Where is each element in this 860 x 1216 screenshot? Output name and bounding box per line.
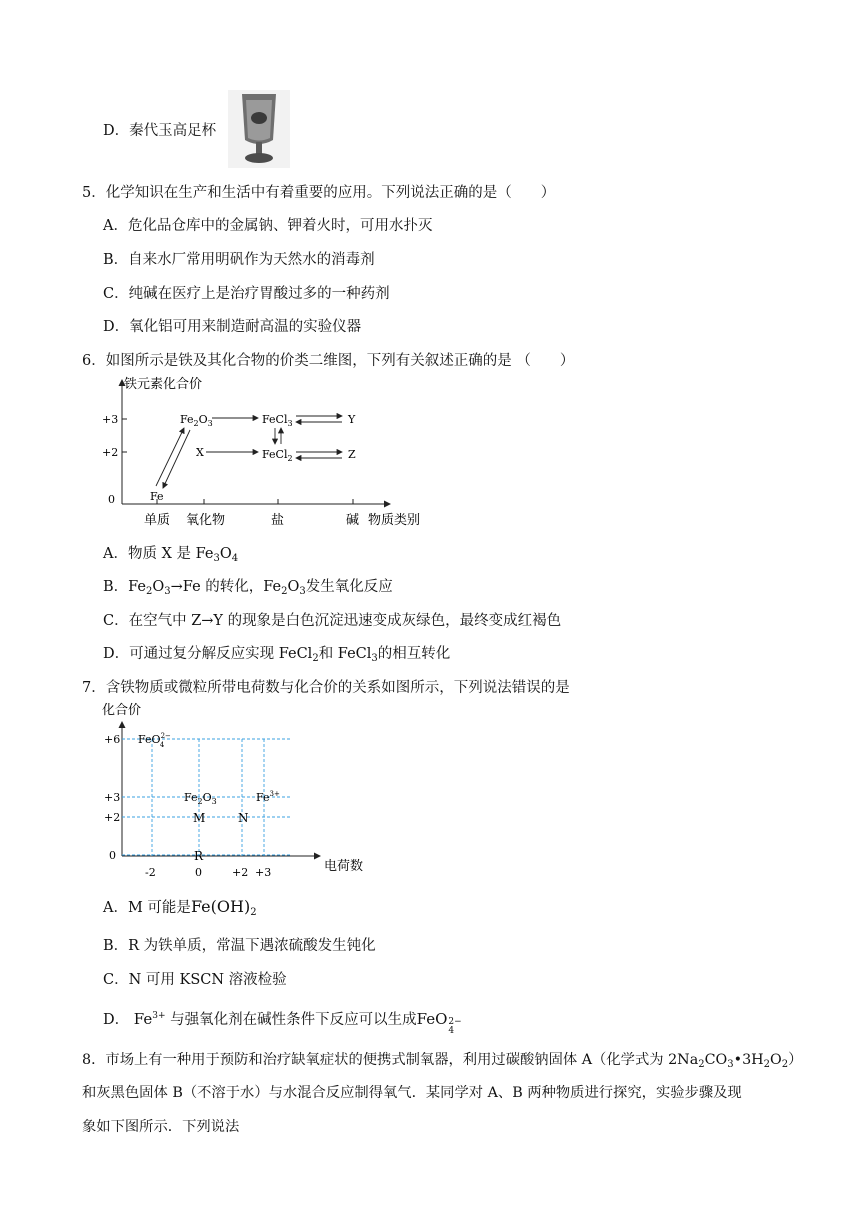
q7-charge-valence-diagram (100, 698, 370, 882)
q5-option-b: B．自来水厂常用明矾作为天然水的消毒剂 (103, 252, 375, 268)
q7-option-a: A．M 可能是$Fe(OH)_2$ (103, 897, 257, 918)
q6-stem: 6．如图所示是铁及其化合物的价类二维图，下列有关叙述正确的是 （ ） (82, 353, 575, 369)
q5-option-a: A．危化品仓库中的金属钠、钾着火时，可用水扑灭 (103, 218, 433, 234)
q7-r-label: R (194, 849, 204, 863)
q7-feo4-label: FeO$^{2-}$ 4 (138, 732, 171, 749)
q7-x-tick: +2 (232, 866, 249, 879)
q6-x-tick: 单质 (144, 513, 171, 528)
jade-cup-icon (228, 90, 290, 168)
jade-cup-image (228, 90, 290, 168)
q6-fecl3-label: FeCl$_3$ (262, 413, 293, 428)
q6-option-d: D．可通过复分解反应实现 FeCl$_2$和 FeCl$_3$的相互转化 (103, 646, 451, 664)
q4-option-d: D．秦代玉高足杯 (103, 123, 217, 139)
q5-stem: 5．化学知识在生产和生活中有着重要的应用。下列说法正确的是（ ） (82, 185, 556, 201)
q5-option-c: C．纯碱在医疗上是治疗胃酸过多的一种药剂 (103, 286, 390, 302)
q7-fe3-label: $Fe^{3+}$ (256, 790, 280, 804)
q6-fecl2-label: FeCl$_2$ (262, 448, 293, 463)
q6-x-tick: 氧化物 (186, 513, 226, 528)
q7-x-tick: -2 (145, 866, 156, 879)
q6-fe-label: Fe (150, 490, 164, 503)
q7-y-tick: +6 (104, 733, 121, 746)
q7-y-title: 化合价 (102, 703, 142, 718)
q7-fe2o3-label: $Fe_2O_3$ (184, 791, 217, 806)
q6-option-b: B．$Fe_2O_3\to Fe$ 的转化，$Fe_2O_3$发生氧化反应 (103, 579, 393, 597)
q7-y-tick: 0 (109, 849, 116, 862)
q8-line-1: 8．市场上有一种用于预防和治疗缺氧症状的便携式制氧器，利用过碳酸钠固体 A（化学式为 $2Na_2CO_3•3H_2O_2$） (82, 1052, 803, 1070)
q7-x-title: 电荷数 (324, 859, 364, 874)
q6-y-title: 铁元素化合价 (124, 377, 203, 392)
q6-x-tick: 盐 (271, 513, 285, 528)
q7-option-b: B．R 为铁单质，常温下遇浓硫酸发生钝化 (103, 938, 376, 954)
q7-y-tick: +2 (104, 811, 121, 824)
q7-stem: 7．含铁物质或微粒所带电荷数与化合价的关系如图所示，下列说法错误的是 (82, 680, 570, 696)
q6-valence-class-diagram (100, 372, 440, 532)
q7-n-label: N (238, 811, 249, 825)
q7-y-tick: +3 (104, 791, 121, 804)
q6-x-label: X (196, 446, 204, 459)
q6-option-a: A．物质 X 是 $Fe_3O_4$ (103, 546, 239, 564)
q6-x-title: 物质类别 (368, 513, 421, 528)
q6-x-tick: 碱 (346, 513, 360, 528)
q7-option-d: D． $Fe^{3+}$ 与强氧化剂在碱性条件下反应可以生成FeO 2− 4 (103, 1010, 462, 1036)
q6-y-species: Y (348, 413, 356, 426)
q7-m-label: M (193, 811, 206, 825)
q6-y-tick: +3 (102, 413, 119, 426)
q7-x-tick: 0 (195, 866, 202, 879)
q8-line-2: 和灰黑色固体 B（不溶于水）与水混合反应制得氧气．某同学对 A、B 两种物质进行探究，实验步骤及现 (82, 1085, 742, 1101)
q6-fe2o3-label: $Fe_2O_3$ (180, 413, 213, 428)
q7-x-tick: +3 (255, 866, 272, 879)
q7-option-c: C．N 可用 KSCN 溶液检验 (103, 972, 287, 988)
q6-y-tick: 0 (108, 493, 115, 506)
q6-y-tick: +2 (102, 446, 119, 459)
q8-line-3: 象如下图所示．下列说法 (82, 1119, 240, 1135)
q5-option-d: D．氧化铝可用来制造耐高温的实验仪器 (103, 319, 362, 335)
q6-option-c: C．在空气中 Z→Y 的现象是白色沉淀迅速变成灰绿色，最终变成红褐色 (103, 613, 562, 629)
q6-z-species: Z (348, 448, 356, 461)
